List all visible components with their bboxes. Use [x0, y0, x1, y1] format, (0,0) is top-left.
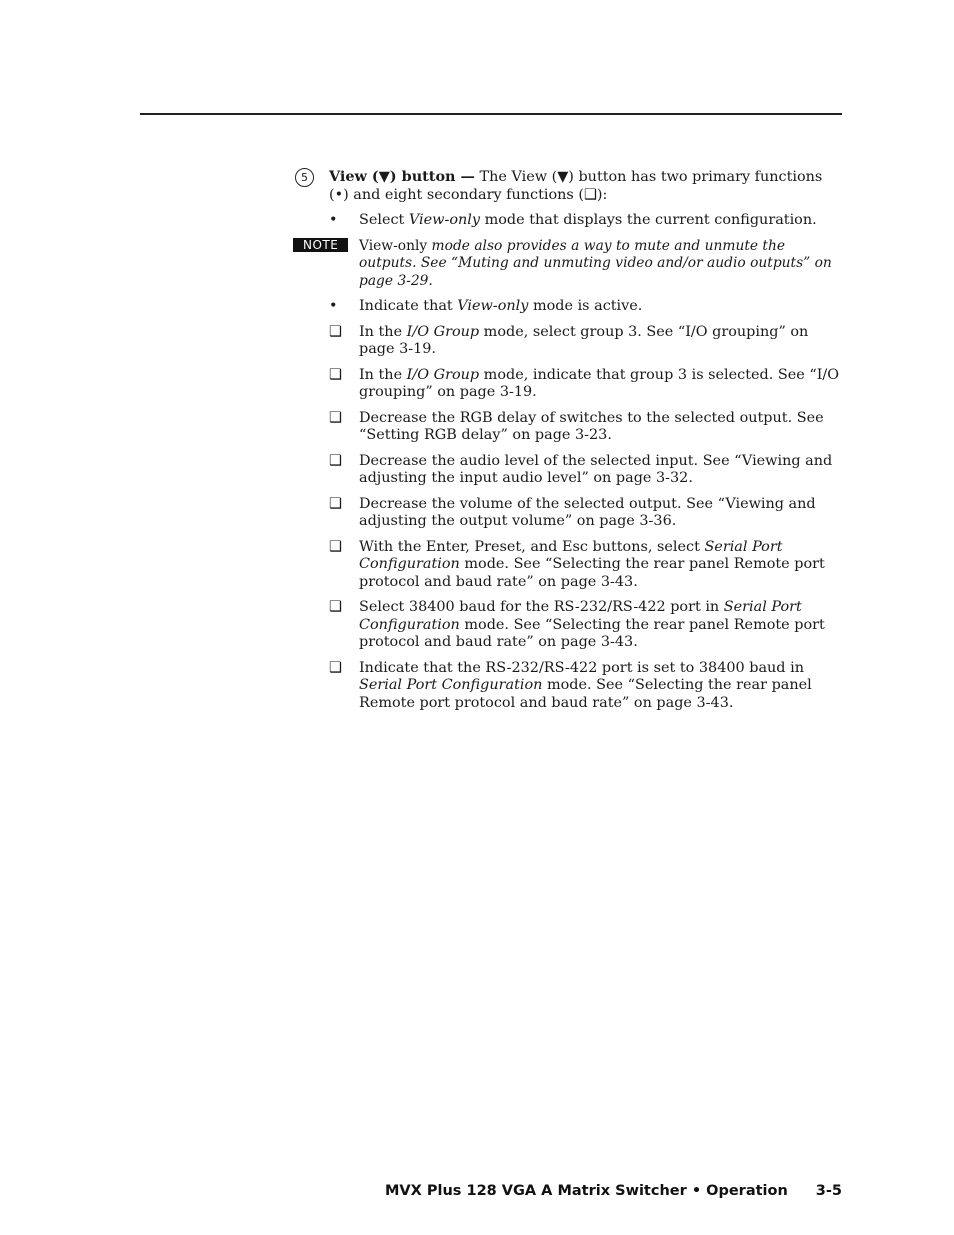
checkbox-marker: ❑ — [329, 323, 342, 340]
circled-number: 5 — [295, 168, 314, 187]
secondary-function-item: ❑ Decrease the volume of the selected output. See “Viewing and adjusting the output volume” on page 3-36. — [329, 495, 816, 529]
bullet-marker: • — [329, 298, 338, 314]
page-content — [293, 168, 842, 712]
secondary-function-item: ❑ In the I/O Group mode, indicate that group 3 is selected. See “I/O grouping” on page 3-19. — [329, 366, 840, 400]
section-intro: The View (▼) button has two primary functions (•) and eight secondary functions (❑): — [329, 169, 823, 203]
section-item — [293, 168, 842, 204]
checkbox-marker: ❑ — [329, 659, 342, 676]
header-rule — [140, 113, 842, 115]
bullet-marker: • — [329, 212, 338, 228]
checkbox-marker: ❑ — [329, 452, 342, 469]
primary-function-item: • Indicate that View-only mode is active. — [329, 298, 643, 314]
footer-title: MVX Plus 128 VGA A Matrix Switcher • Operation — [385, 1183, 788, 1199]
secondary-function-item: ❑ With the Enter, Preset, and Esc buttons, select Serial Port Configuration mode. See “Selecting the rear panel Remote port protocol and baud rate” on page 3-43. — [329, 538, 825, 590]
primary-function-item: • Select View-only mode that displays the current configuration. — [329, 212, 817, 228]
secondary-function-item: ❑ Decrease the audio level of the selected input. See “Viewing and adjusting the input audio level” on page 3-32. — [329, 452, 833, 486]
checkbox-marker: ❑ — [329, 409, 342, 426]
secondary-function-item: ❑ Select 38400 baud for the RS-232/RS-422 port in Serial Port Configuration mode. See “Selecting the rear panel Remote port protocol and baud rate” on page 3-43. — [329, 599, 825, 650]
checkbox-marker: ❑ — [329, 538, 342, 555]
note-badge: NOTE — [293, 238, 348, 252]
note-block: NOTE View-only mode also provides a way to mute and unmute the outputs. See “Muting and unmuting video and/or audio outputs” on page 3-29. — [293, 238, 842, 291]
section-title: View (▼) button — — [329, 168, 475, 185]
page-footer — [385, 1183, 842, 1199]
checkbox-marker: ❑ — [329, 599, 342, 615]
checkbox-marker: ❑ — [329, 366, 342, 383]
secondary-function-item: ❑ In the I/O Group mode, select group 3. See “I/O grouping” on page 3-19. — [329, 323, 809, 357]
page-number: 3-5 — [815, 1183, 842, 1199]
note-text: mode also provides a way to mute and unmute the outputs. See “Muting and unmuting video and/or audio outputs” on page 3-29. — [359, 237, 832, 289]
secondary-function-item: ❑ Indicate that the RS-232/RS-422 port is set to 38400 baud in Serial Port Configuration mode. See “Selecting the rear panel Remote port protocol and baud rate” on page 3-43. — [329, 659, 812, 711]
secondary-function-item: ❑ Decrease the RGB delay of switches to the selected output. See “Setting RGB delay” on page 3-23. — [329, 409, 824, 443]
checkbox-marker: ❑ — [329, 495, 342, 512]
